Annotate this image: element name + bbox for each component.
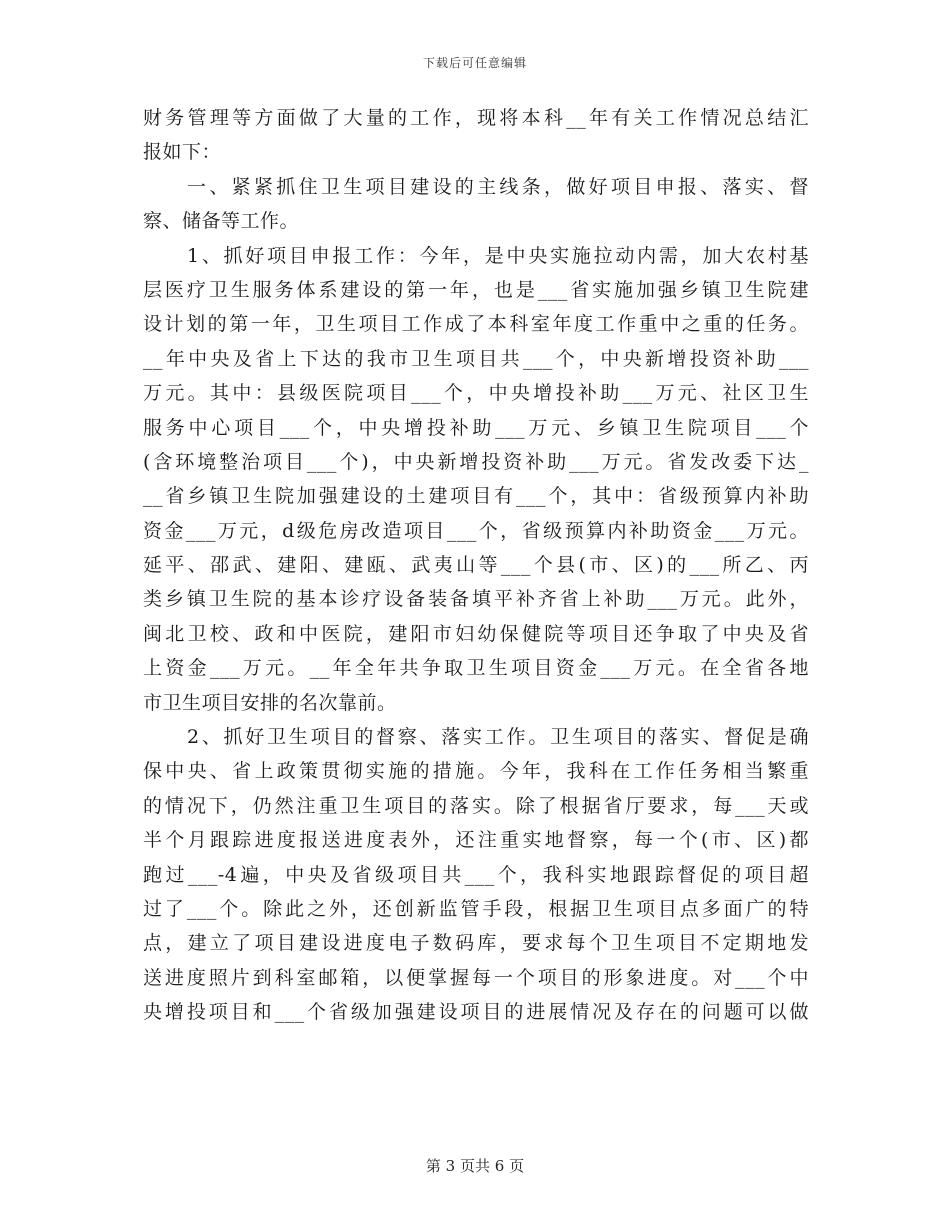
text-line: 半个月跟踪进度报送进度表外，还注重实地督察，每一个(市、区)都 (143, 829, 809, 852)
text-line: 上资金___万元。__年全年共争取卫生项目资金___万元。在全省各地 (143, 657, 809, 680)
text-line: 央增投项目和___个省级加强建设项目的进展情况及存在的问题可以做 (143, 1001, 809, 1024)
text-line: 保中央、省上政策贯彻实施的措施。今年，我科在工作任务相当繁重 (143, 760, 809, 783)
text-line: 点，建立了项目建设进度电子数码库，要求每个卫生项目不定期地发 (143, 932, 809, 955)
text-line: 闽北卫校、政和中医院，建阳市妇幼保健院等项目还争取了中央及省 (143, 622, 809, 645)
text-line: 延平、邵武、建阳、建瓯、武夷山等___个县(市、区)的___所乙、丙 (143, 554, 809, 577)
text-line: 察、储备等工作。 (143, 210, 300, 233)
text-line: 设计划的第一年，卫生项目工作成了本科室年度工作重中之重的任务。 (143, 313, 809, 336)
document-body (143, 101, 809, 1030)
text-line: 市卫生项目安排的名次靠前。 (143, 691, 397, 714)
text-line: 1、抓好项目申报工作：今年，是中央实施拉动内需，加大农村基 (187, 244, 809, 267)
text-line: 送进度照片到科室邮箱，以便掌握每一个项目的形象进度。对___个中 (143, 966, 809, 989)
text-line: 资金___万元，d级危房改造项目___个，省级预算内补助资金___万元。 (143, 519, 809, 542)
text-line: 层医疗卫生服务体系建设的第一年，也是___省实施加强乡镇卫生院建 (143, 278, 809, 301)
text-line: 类乡镇卫生院的基本诊疗设备装备填平补齐省上补助___万元。此外， (143, 588, 809, 611)
text-line: 财务管理等方面做了大量的工作，现将本科__年有关工作情况总结汇 (143, 107, 809, 129)
text-line: 万元。其中：县级医院项目___个，中央增投补助___万元、社区卫生 (143, 382, 809, 405)
text-line: (含环境整治项目___个)，中央新增投资补助___万元。省发改委下达_ (143, 450, 809, 473)
text-line: 的情况下，仍然注重卫生项目的落实。除了根据省厅要求，每___天或 (143, 794, 809, 817)
text-line: 报如下： (143, 141, 222, 164)
text-line: __省乡镇卫生院加强建设的土建项目有___个，其中：省级预算内补助 (143, 485, 809, 508)
page-header: 下载后可任意编辑 (422, 56, 527, 70)
text-line: __年中央及省上下达的我市卫生项目共___个，中央新增投资补助___ (143, 347, 809, 370)
text-line: 服务中心项目___个，中央增投补助___万元、乡镇卫生院项目___个 (143, 416, 809, 439)
page-footer: 第 3 页共 6 页 (425, 1157, 525, 1175)
text-line: 2、抓好卫生项目的督察、落实工作。卫生项目的落实、督促是确 (187, 726, 809, 749)
text-line: 一、紧紧抓住卫生项目建设的主线条，做好项目申报、落实、督 (187, 175, 809, 198)
text-line: 过了___个。除此之外，还创新监管手段，根据卫生项目点多面广的特 (143, 897, 809, 920)
text-line: 跑过___-4遍，中央及省级项目共___个，我科实地跟踪督促的项目超 (143, 863, 809, 886)
